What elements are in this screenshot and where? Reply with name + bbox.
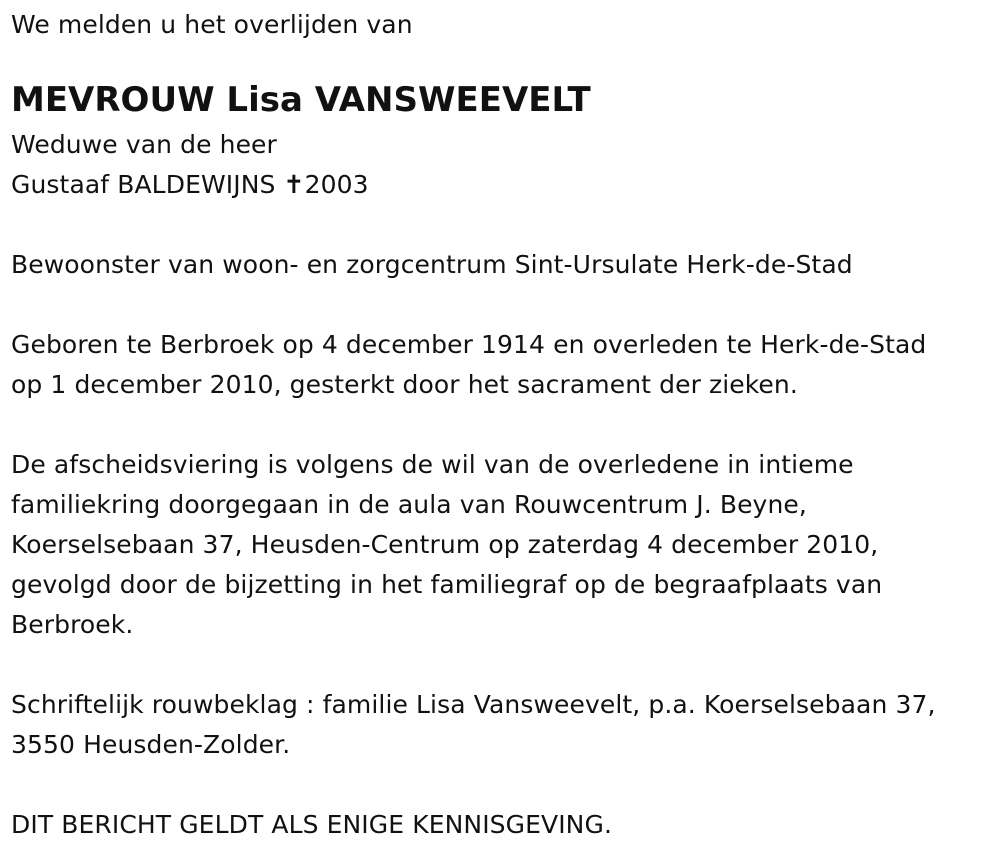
ceremony-line: Koerselsebaan 37, Heusden-Centrum op zaterdag 4 december 2010,: [11, 530, 879, 559]
condolences-line: 3550 Heusden-Zolder.: [11, 730, 291, 759]
condolences-line: Schriftelijk rouwbeklag : familie Lisa Vansweevelt, p.a. Koerselsebaan 37,: [11, 690, 936, 719]
ceremony-block: [11, 445, 991, 645]
birth-death-line: Geboren te Berbroek op 4 december 1914 en overleden te Herk-de-Stad: [11, 330, 927, 359]
deceased-name: MEVROUW Lisa VANSWEEVELT: [11, 80, 591, 120]
spouse-block: [11, 125, 991, 205]
intro-text: We melden u het overlijden van: [11, 10, 413, 39]
spouse-line: Gustaaf BALDEWIJNS ✝2003: [11, 170, 369, 199]
birth-death-line: op 1 december 2010, gesterkt door het sacrament der zieken.: [11, 370, 798, 399]
closing-block: [11, 805, 991, 845]
residence-text: Bewoonster van woon- en zorgcentrum Sint-Ursulate Herk-de-Stad: [11, 250, 853, 279]
spouse-line: Weduwe van de heer: [11, 130, 277, 159]
closing-text: DIT BERICHT GELDT ALS ENIGE KENNISGEVING.: [11, 810, 612, 839]
death-notice: [11, 0, 991, 845]
condolences-block: [11, 685, 991, 765]
ceremony-line: gevolgd door de bijzetting in het familiegraf op de begraafplaats van: [11, 570, 883, 599]
ceremony-line: familiekring doorgegaan in de aula van Rouwcentrum J. Beyne,: [11, 490, 807, 519]
ceremony-line: Berbroek.: [11, 610, 134, 639]
residence-block: [11, 245, 991, 285]
ceremony-line: De afscheidsviering is volgens de wil van de overledene in intieme: [11, 450, 854, 479]
birth-death-block: [11, 325, 991, 405]
